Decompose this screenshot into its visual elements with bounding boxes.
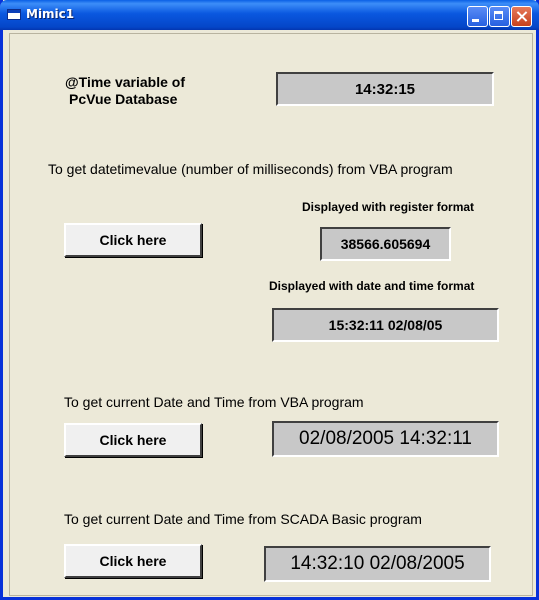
vba-heading: To get current Date and Time from VBA program: [64, 394, 364, 410]
datetime-click-button[interactable]: Click here: [64, 223, 202, 257]
minimize-button[interactable]: [467, 6, 488, 27]
datetime-format-display: 15:32:11 02/08/05: [272, 308, 499, 342]
maximize-button[interactable]: [489, 6, 510, 27]
vba-click-button[interactable]: Click here: [64, 423, 202, 457]
scada-heading: To get current Date and Time from SCADA Basic program: [64, 511, 422, 527]
register-format-display: 38566.605694: [320, 227, 451, 261]
window-icon: [7, 9, 21, 20]
vba-datetime-display: 02/08/2005 14:32:11: [272, 421, 499, 457]
time-variable-label-line1: @Time variable of: [65, 74, 185, 90]
scada-click-button[interactable]: Click here: [64, 544, 202, 578]
window-title: Mimic1: [26, 7, 75, 21]
time-variable-display: 14:32:15: [276, 72, 494, 106]
mimic-canvas: [9, 33, 533, 596]
register-format-label: Displayed with register format: [302, 200, 475, 214]
time-variable-label-line2: PcVue Database: [69, 91, 178, 107]
title-bar[interactable]: [0, 0, 539, 30]
datetime-heading: To get datetimevalue (number of milliseconds) from VBA program: [48, 161, 453, 177]
close-button[interactable]: [511, 6, 532, 27]
datetime-format-label: Displayed with date and time format: [269, 279, 475, 293]
scada-datetime-display: 14:32:10 02/08/2005: [264, 546, 491, 582]
